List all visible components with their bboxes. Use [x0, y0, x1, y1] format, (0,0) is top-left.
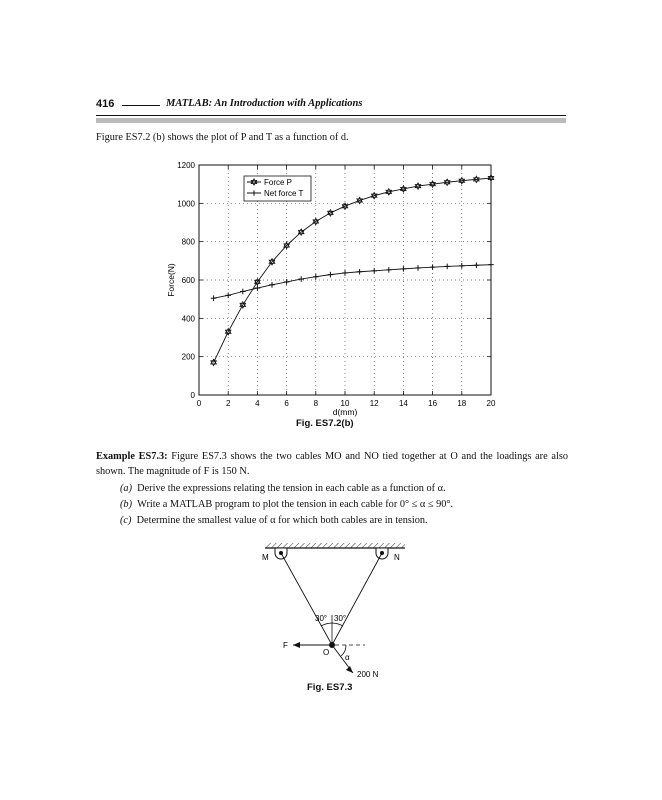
x-tick-label: 20: [486, 399, 496, 408]
y-tick-label: 200: [181, 352, 195, 362]
label-f: F: [283, 641, 288, 650]
legend-label-t: Net force T: [264, 189, 304, 198]
data-point-net-force-t: [401, 266, 407, 272]
angle-label-right: 30°: [334, 614, 347, 623]
header-rule: [96, 115, 566, 116]
x-tick-label: 0: [196, 399, 202, 408]
x-tick-label: 12: [369, 399, 379, 408]
label-load: 200 N: [357, 670, 379, 679]
item-text-b: Write a MATLAB program to plot the tension in each cable for 0° ≤ α ≤ 90°.: [137, 499, 454, 510]
data-point-net-force-t: [298, 276, 304, 282]
cable-mo: [281, 553, 332, 645]
data-point-net-force-t: [371, 268, 377, 274]
intro-paragraph: Figure ES7.2 (b) shows the plot of P and T as a function of d.: [96, 132, 349, 143]
y-tick-label: 800: [181, 237, 195, 247]
data-point-net-force-t: [225, 293, 231, 299]
x-tick-label: 10: [340, 399, 350, 408]
example-item-b: [120, 497, 453, 513]
x-tick-label: 18: [457, 399, 467, 408]
figure-caption-es7-2b: Fig. ES7.2(b): [296, 418, 354, 429]
data-point-net-force-t: [459, 263, 465, 269]
example-label: Example ES7.3:: [96, 451, 168, 462]
item-marker-a: (a): [120, 483, 133, 494]
example-paragraph: [96, 449, 568, 479]
header-shade-bar: [96, 118, 566, 123]
cable-no: [332, 553, 382, 645]
ceiling-hatch: [265, 543, 405, 548]
data-point-net-force-t: [269, 282, 275, 288]
x-tick-label: 6: [284, 399, 289, 408]
cable-diagram: [245, 540, 420, 680]
series-line-force-p: [214, 178, 491, 362]
data-point-net-force-t: [430, 264, 436, 270]
x-tick-label: 2: [225, 399, 231, 408]
data-point-net-force-t: [488, 262, 494, 268]
item-text-c: Determine the smallest value of α for which both cables are in tension.: [136, 515, 428, 526]
example-item-c: [120, 513, 453, 529]
y-tick-label: 0: [190, 391, 195, 400]
label-m: M: [262, 553, 269, 562]
x-axis-label: d(mm): [332, 407, 358, 417]
label-o: O: [323, 648, 330, 657]
data-point-net-force-t: [211, 295, 217, 301]
chart-ticks: [177, 161, 496, 408]
y-tick-label: 1200: [177, 161, 195, 170]
y-tick-label: 1000: [177, 199, 195, 209]
data-point-net-force-t: [328, 272, 334, 278]
x-tick-label: 8: [313, 399, 319, 408]
force-f-arrowhead: [293, 642, 300, 648]
data-point-net-force-t: [444, 264, 450, 270]
load-arrowhead: [346, 666, 353, 673]
data-point-net-force-t: [284, 279, 290, 285]
item-text-a: Derive the expressions relating the tension in each cable as a function of α.: [137, 483, 446, 494]
header-dash: [122, 105, 160, 106]
label-alpha: α: [345, 653, 350, 662]
force-chart: [150, 155, 510, 420]
data-point-net-force-t: [255, 285, 261, 291]
chart-legend: [244, 176, 311, 201]
figure-caption-es7-3: Fig. ES7.3: [307, 682, 353, 693]
running-header: [96, 98, 566, 114]
data-point-net-force-t: [240, 289, 246, 295]
x-tick-label: 4: [255, 399, 260, 408]
legend-label-p: Force P: [264, 178, 293, 187]
example-item-a: [120, 481, 453, 497]
data-point-net-force-t: [357, 269, 363, 275]
y-tick-label: 600: [181, 276, 195, 285]
book-title: MATLAB: An Introduction with Applications: [166, 98, 363, 109]
label-n: N: [394, 553, 400, 562]
item-marker-b: (b): [120, 499, 133, 510]
data-point-net-force-t: [415, 265, 421, 271]
data-point-net-force-t: [386, 267, 392, 273]
x-tick-label: 16: [428, 399, 438, 408]
data-point-net-force-t: [474, 262, 480, 268]
angle-label-left: 30°: [315, 614, 328, 623]
y-axis-label: Force(N): [166, 263, 176, 297]
example-body: Figure ES7.3 shows the two cables MO and NO tied together at O and the loadings are also shown. The magnitude of F is 150 N.: [96, 451, 569, 477]
y-tick-label: 400: [181, 314, 195, 324]
x-tick-label: 14: [398, 399, 408, 408]
page-number: 416: [96, 98, 115, 110]
chart-grid: [199, 165, 491, 395]
example-item-list: [120, 481, 453, 529]
data-point-net-force-t: [313, 274, 319, 280]
data-point-net-force-t: [342, 270, 348, 276]
item-marker-c: (c): [120, 515, 132, 526]
